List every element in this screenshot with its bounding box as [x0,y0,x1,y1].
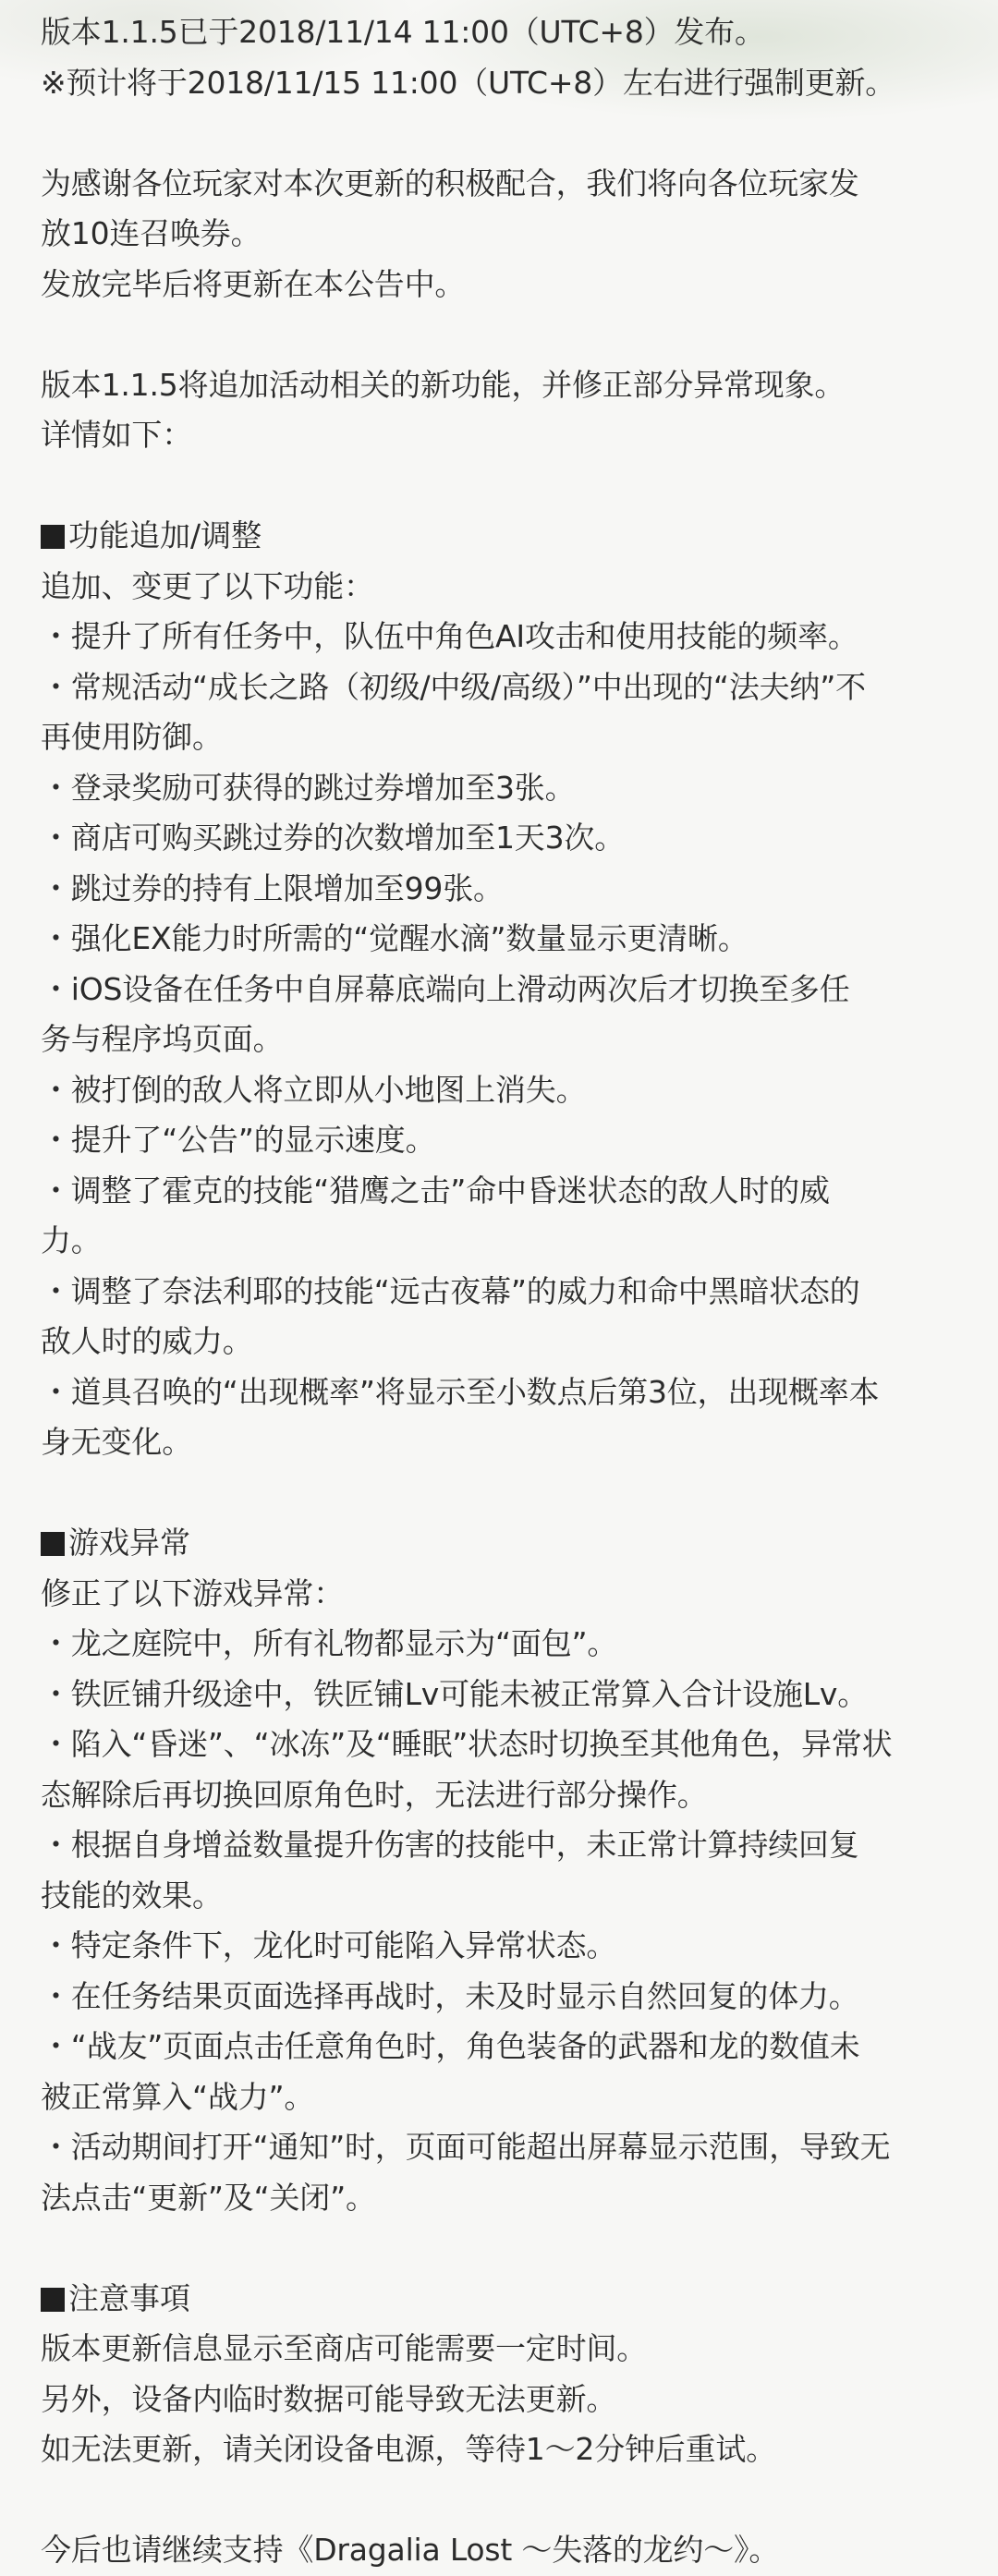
bug-line: ・在任务结果页面选择再战时，未及时显示自然回复的体力。 [41,1977,859,2014]
text-line: 为感谢各位玩家对本次更新的积极配合，我们将向各位玩家发 [41,164,859,201]
text-line: 放10连召唤券。 [41,215,262,251]
bug-line: ・陷入“昏迷”、“冰冻”及“睡眠”状态时切换至其他角色，异常状 [41,1726,893,1762]
feature-line: ・iOS设备在任务中自屏幕底端向上滑动两次后才切换至多任 [41,970,850,1007]
forced-update-line: ※预计将于2018/11/15 11:00（UTC+8）左右进行强制更新。 [41,64,896,101]
bug-line: ・“战友”页面点击任意角色时，角色装备的武器和龙的数值未 [41,2028,860,2064]
feature-line: 力。 [41,1222,102,1258]
intro-section [41,7,967,108]
bugs-heading-text: 游戏异常 [68,1525,190,1561]
feature-line: ・商店可购买跳过券的次数增加至1天3次。 [41,820,625,856]
compensation-section [41,159,967,310]
summary-section [41,360,967,461]
feature-line: ・道具召唤的“出现概率”将显示至小数点后第3位，出现概率本 [41,1373,880,1410]
spacer [41,2475,967,2526]
feature-line: ・提升了“公告”的显示速度。 [41,1122,436,1158]
bug-line: 修正了以下游戏异常： [41,1574,345,1611]
features-section [41,511,967,1468]
feature-line: ・被打倒的敌人将立即从小地图上消失。 [41,1071,587,1108]
feature-line: 再使用防御。 [41,719,223,755]
spacer [41,108,967,159]
square-bullet-icon [41,2288,65,2312]
bug-line: ・铁匠铺升级途中，铁匠铺Lv可能未被正常算入合计设施Lv。 [41,1675,869,1712]
feature-line: ・常规活动“成长之路（初级/中级/高级）”中出现的“法夫纳”不 [41,668,866,705]
bug-line: 态解除后再切换回原角色时，无法进行部分操作。 [41,1776,708,1813]
note-line: 另外，设备内临时数据可能导致无法更新。 [41,2380,617,2417]
feature-line: 务与程序坞页面。 [41,1021,284,1057]
spacer [41,461,967,512]
bug-line: 技能的效果。 [41,1877,223,1914]
closing-section [41,2525,967,2576]
text-line: 详情如下： [41,417,193,453]
feature-line: 身无变化。 [41,1424,193,1460]
text-line: 版本1.1.5将追加活动相关的新功能，并修正部分异常现象。 [41,366,846,403]
notes-section [41,2274,967,2475]
feature-line: ・登录奖励可获得的跳过券增加至3张。 [41,769,576,806]
spacer [41,310,967,360]
note-line: 版本更新信息显示至商店可能需要一定时间。 [41,2330,648,2366]
feature-line: ・调整了奈法利耶的技能“远古夜幕”的威力和命中黑暗状态的 [41,1272,860,1309]
square-bullet-icon [41,525,65,549]
features-heading-text: 功能追加/调整 [68,517,262,553]
notes-heading-text: 注意事項 [68,2279,190,2316]
bugs-section [41,1518,967,2223]
feature-line: ・提升了所有任务中，队伍中角色AI攻击和使用技能的频率。 [41,618,858,654]
feature-line: ・强化EX能力时所需的“觉醒水滴”数量显示更清晰。 [41,920,748,956]
release-line: 版本1.1.5已于2018/11/14 11:00（UTC+8）发布。 [41,14,765,50]
square-bullet-icon [41,1532,65,1556]
bug-line: ・龙之庭院中，所有礼物都显示为“面包”。 [41,1625,618,1661]
features-heading [41,511,967,562]
feature-line: 追加、变更了以下功能： [41,567,374,604]
feature-line: ・跳过券的持有上限增加至99张。 [41,869,504,906]
spacer [41,1468,967,1519]
bug-line: 被正常算入“战力”。 [41,2078,315,2115]
note-line: 如无法更新，请关闭设备电源，等待1～2分钟后重试。 [41,2431,776,2467]
bugs-heading [41,1518,967,1569]
notes-heading [41,2274,967,2325]
feature-line: 敌人时的威力。 [41,1323,253,1359]
bug-line: ・特定条件下，龙化时可能陷入异常状态。 [41,1927,617,1963]
feature-line: ・调整了霍克的技能“猎鹰之击”命中昏迷状态的敌人时的威 [41,1172,830,1209]
bug-line: ・活动期间打开“通知”时，页面可能超出屏幕显示范围，导致无 [41,2129,891,2165]
bug-line: 法点击“更新”及“关闭”。 [41,2179,376,2216]
text-line: 发放完毕后将更新在本公告中。 [41,265,466,302]
closing-line: 今后也请继续支持《Dragalia Lost ～失落的龙约～》。 [41,2532,780,2568]
bug-line: ・根据自身增益数量提升伤害的技能中，未正常计算持续回复 [41,1827,859,1863]
spacer [41,2223,967,2274]
